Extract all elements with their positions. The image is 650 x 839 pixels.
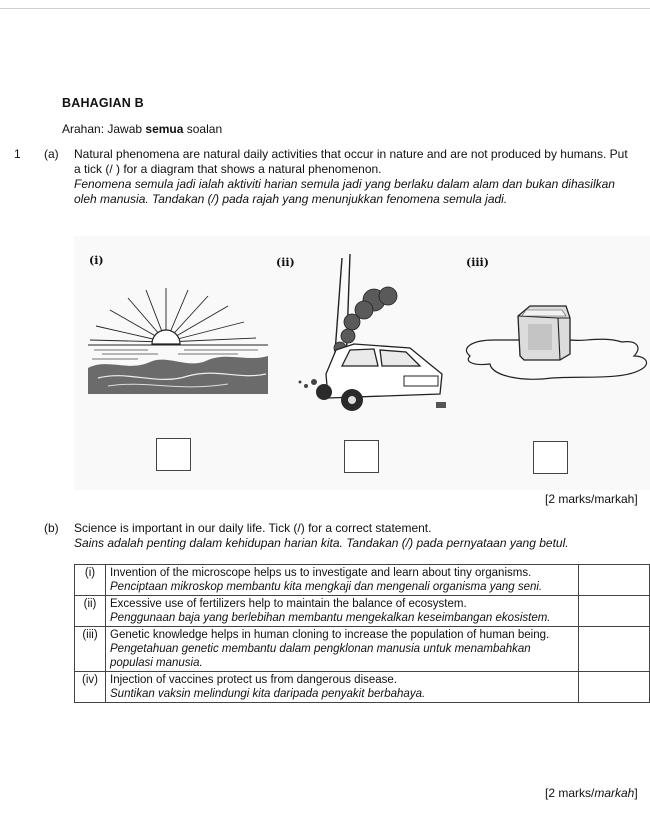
part-b-label: (b) bbox=[44, 521, 59, 535]
top-rule bbox=[0, 8, 650, 9]
statement-number: (iv) bbox=[75, 672, 106, 703]
part-b-text-ms: Sains adalah penting dalam kehidupan harian kita. Tandakan (/) pada pernyataan yang betul. bbox=[74, 536, 569, 550]
diagram-label-i: (i) bbox=[89, 254, 104, 267]
tick-box-diagram-i[interactable] bbox=[156, 438, 191, 471]
statement-number: (iii) bbox=[75, 627, 106, 672]
tick-cell-iii[interactable] bbox=[579, 627, 650, 672]
table-row bbox=[75, 565, 650, 596]
statement-ms: Penciptaan mikroskop membantu kita mengkaji dan mengenali organisma yang seni. bbox=[110, 581, 543, 593]
part-a-text-en: Natural phenomena are natural daily activities that occur in nature and are not produced by humans. Put a tick (/ ) for a diagram that shows a natural phenomenon. bbox=[74, 147, 628, 176]
part-a-label: (a) bbox=[44, 147, 59, 161]
statement-text bbox=[106, 627, 579, 672]
part-a-question bbox=[74, 147, 634, 207]
part-b-marks: [2 marks/markah] bbox=[545, 786, 638, 800]
statement-ms: Pengetahuan genetic membantu dalam pengklonan manusia untuk menambahkan populasi manusia. bbox=[110, 643, 531, 669]
statement-en: Genetic knowledge helps in human cloning to increase the population of human being. bbox=[110, 629, 550, 641]
tick-cell-iv[interactable] bbox=[579, 672, 650, 703]
part-b-text-en: Science is important in our daily life. Tick (/) for a correct statement. bbox=[74, 521, 432, 535]
smoking-car-icon bbox=[290, 254, 450, 420]
statement-ms: Penggunaan baja yang berlebihan membantu mengekalkan keseimbangan ekosistem. bbox=[110, 612, 551, 624]
question-number: 1 bbox=[14, 147, 21, 161]
statement-en: Invention of the microscope helps us to investigate and learn about tiny organisms. bbox=[110, 567, 532, 579]
statement-text bbox=[106, 596, 579, 627]
instructions: Arahan: Jawab semua soalan bbox=[62, 122, 223, 136]
diagram-label-iii: (iii) bbox=[466, 256, 489, 269]
table-row bbox=[75, 672, 650, 703]
part-a-text-ms: Fenomena semula jadi ialah aktiviti harian semula jadi yang berlaku dalam alam dan bukan dihasilkan oleh manusia. Tandakan (/) pada rajah yang menunjukkan fenomena semula jadi. bbox=[74, 177, 615, 206]
tick-cell-i[interactable] bbox=[579, 565, 650, 596]
statement-number: (i) bbox=[75, 565, 106, 596]
statement-en: Injection of vaccines protect us from dangerous disease. bbox=[110, 674, 398, 686]
statement-text bbox=[106, 672, 579, 703]
part-b-question bbox=[74, 521, 634, 551]
sunset-over-sea-icon bbox=[88, 282, 268, 394]
statement-number: (ii) bbox=[75, 596, 106, 627]
statement-text bbox=[106, 565, 579, 596]
statement-ms: Suntikan vaksin melindungi kita daripada penyakit berbahaya. bbox=[110, 688, 426, 700]
tick-box-diagram-iii[interactable] bbox=[533, 441, 568, 474]
tick-box-diagram-ii[interactable] bbox=[344, 440, 379, 473]
statement-en: Excessive use of fertilizers help to maintain the balance of ecosystem. bbox=[110, 598, 467, 610]
part-a-marks: [2 marks/markah] bbox=[545, 492, 638, 506]
diagram-label-ii: (ii) bbox=[276, 256, 295, 269]
table-row bbox=[75, 596, 650, 627]
melting-ice-cube-icon bbox=[462, 296, 650, 392]
tick-cell-ii[interactable] bbox=[579, 596, 650, 627]
statement-table bbox=[74, 564, 650, 703]
table-row bbox=[75, 627, 650, 672]
section-heading: BAHAGIAN B bbox=[62, 96, 144, 110]
